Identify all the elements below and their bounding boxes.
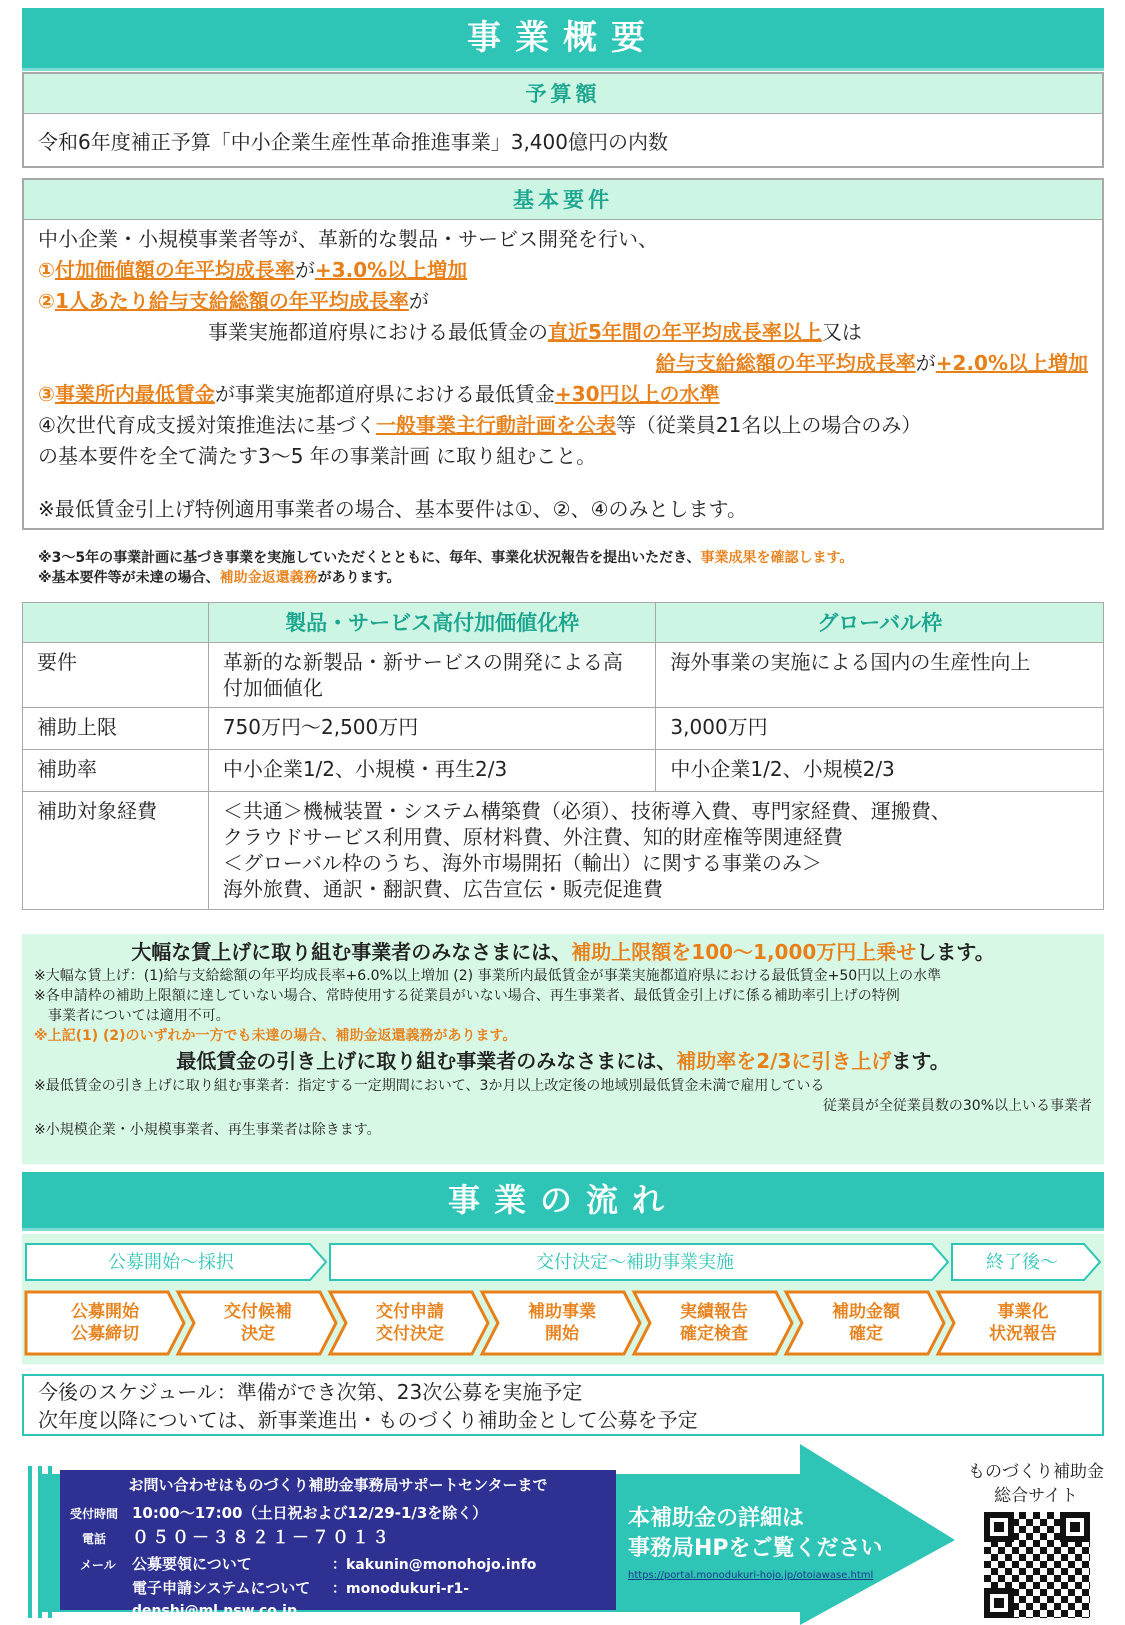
row-label: 補助上限 (23, 708, 209, 750)
cell-product: 中小企業1/2、小規模・再生2/3 (208, 750, 656, 792)
cell-global: 3,000万円 (656, 708, 1104, 750)
row-label: 要件 (23, 643, 209, 708)
phase-label-3: 終了後～ (986, 1252, 1058, 1273)
contact-stripe (28, 1466, 32, 1618)
phase-label-1: 公募開始～採択 (108, 1252, 234, 1273)
wage-note-2: ※各申請枠の補助上限額に達していない場合、常時使用する従業員がいない場合、再生事業者、最低賃金引上げに係る補助率引上げの特例 (34, 988, 900, 1004)
flow-step: 補助金額 確定 (832, 1302, 900, 1344)
budget-text: 令和6年度補正予算「中小企業生産性革命推進事業」3,400億円の内数 (38, 130, 668, 154)
col-header-global: グローバル枠 (656, 603, 1104, 643)
cta-text: 本補助金の詳細は 事務局HPをご覧ください (628, 1506, 883, 1561)
flow-step: 実績報告 確定検査 (680, 1302, 748, 1344)
wage-note-2b: 事業者については適用不可。 (48, 1008, 230, 1024)
qr-code-icon[interactable] (984, 1512, 1090, 1618)
req-item-3: ③事業所内最低賃金が事業実施都道府県における最低賃金+30円以上の水準 (38, 382, 720, 406)
wage-note-4: ※最低賃金の引き上げに取り組む事業者：指定する一定期間において、3か月以上改定後の地域別最低賃金未満で雇用している (34, 1078, 825, 1094)
requirements-heading: 基本要件 (24, 180, 1102, 220)
contact-heading: お問い合わせはものづくり補助金事務局サポートセンターまで (128, 1476, 548, 1494)
schedule-line-1: 今後のスケジュール：準備ができ次第、23次公募を実施予定 (38, 1380, 583, 1404)
req-summary: の基本要件を全て満たす3～5 年の事業計画 に取り組むこと。 (38, 444, 597, 468)
flow-step: 補助事業 開始 (528, 1302, 596, 1344)
row-label: 補助対象経費 (23, 792, 209, 910)
note-1: ※3～5年の事業計画に基づき事業を実施していただくとともに、毎年、事業化状況報告を提出いただき、事業成果を確認します。 (38, 550, 854, 566)
cell-global: 海外事業の実施による国内の生産性向上 (656, 643, 1104, 708)
req-item-4: ④次世代育成支援対策推進法に基づく一般事業主行動計画を公表等（従業員21名以上の場合のみ） (38, 413, 922, 437)
budget-heading: 予算額 (24, 74, 1102, 114)
contact-tel: 電話 ０５０－３８２１－７０１３ (82, 1528, 392, 1548)
flow-step: 交付候補 決定 (224, 1302, 292, 1344)
schedule-line-2: 次年度以降については、新事業進出・ものづくり補助金として公募を予定 (38, 1408, 698, 1432)
wage-note-4b: 従業員が全従業員数の30%以上いる事業者 (822, 1098, 1092, 1114)
req-item-2-detail-b: 給与支給総額の年平均成長率が+2.0%以上増加 (655, 351, 1088, 375)
contact-hours: 受付時間 10:00～17:00（土日祝および12/29-1/3を除く） (70, 1504, 488, 1522)
cell-expenses: ＜共通＞機械装置・システム構築費（必須）、技術導入費、専門家経費、運搬費、 クラウドサービス利用費、原材料費、外注費、知的財産権等関連経費 ＜グローバル枠のうち、海外市場開拓（輸出）に関する事業のみ＞ 海外旅費、通訳・翻訳費、広告宣伝・販売促進費 (208, 792, 1103, 910)
wage-note-3: ※上記(1) (2)のいずれか一方でも未達の場合、補助金返還義務があります。 (34, 1028, 517, 1044)
wage-heading-1: 大幅な賃上げに取り組む事業者のみなさまには、補助上限額を100～1,000万円上乗せします。 (131, 940, 995, 964)
cell-product: 750万円～2,500万円 (208, 708, 656, 750)
req-item-2-detail-a: 事業実施都道府県における最低賃金の直近5年間の年平均成長率以上又は (208, 320, 862, 344)
wage-note-5: ※小規模企業・小規模事業者、再生事業者は除きます。 (34, 1122, 381, 1138)
flow-title: 事業の流れ (22, 1172, 1104, 1228)
contact-box (60, 1470, 616, 1619)
req-exception: ※最低賃金引上げ特例適用事業者の場合、基本要件は①、②、④のみとします。 (38, 497, 747, 521)
contact-mail-2[interactable]: 電子申請システムについて ：monodukuri-r1-denshi@ml.nsw.co.jp (132, 1579, 470, 1619)
schedule-box (22, 1374, 1104, 1436)
website-link[interactable]: https://portal.monodukuri-hojo.jp/otoiawase.html (628, 1570, 874, 1581)
wage-heading-2: 最低賃金の引き上げに取り組む事業者のみなさまには、補助率を2/3に引き上げます。 (176, 1049, 950, 1073)
contact-stripe (48, 1466, 52, 1618)
cell-global: 中小企業1/2、小規模2/3 (656, 750, 1104, 792)
wage-note-1: ※大幅な賃上げ：(1)給与支給総額の年平均成長率+6.0%以上増加 (2) 事業所内最低賃金が事業実施都道府県における最低賃金+50円以上の水準 (34, 968, 942, 984)
col-header-product: 製品・サービス高付加価値化枠 (208, 603, 656, 643)
flow-step: 交付申請 交付決定 (376, 1302, 444, 1344)
flow-step: 公募開始 公募締切 (71, 1302, 139, 1344)
cell-product: 革新的な新製品・新サービスの開発による高付加価値化 (208, 643, 656, 708)
row-label: 補助率 (23, 750, 209, 792)
overview-title: 事業概要 (22, 8, 1104, 68)
phase-label-2: 交付決定～補助事業実施 (536, 1252, 734, 1273)
contact-stripe (38, 1466, 42, 1618)
req-intro: 中小企業・小規模事業者等が、革新的な製品・サービス開発を行い、 (38, 227, 658, 251)
site-label: ものづくり補助金 総合サイト (968, 1462, 1104, 1506)
req-item-1: ①付加価値額の年平均成長率が+3.0%以上増加 (38, 258, 468, 282)
note-2: ※基本要件等が未達の場合、補助金返還義務があります。 (38, 570, 401, 586)
contact-mail-1[interactable]: メール 公募要領について ：kakunin@monohojo.info (80, 1555, 537, 1573)
req-item-2: ②1人あたり給与支給総額の年平均成長率が (38, 289, 429, 313)
flow-step: 事業化 状況報告 (989, 1302, 1057, 1344)
